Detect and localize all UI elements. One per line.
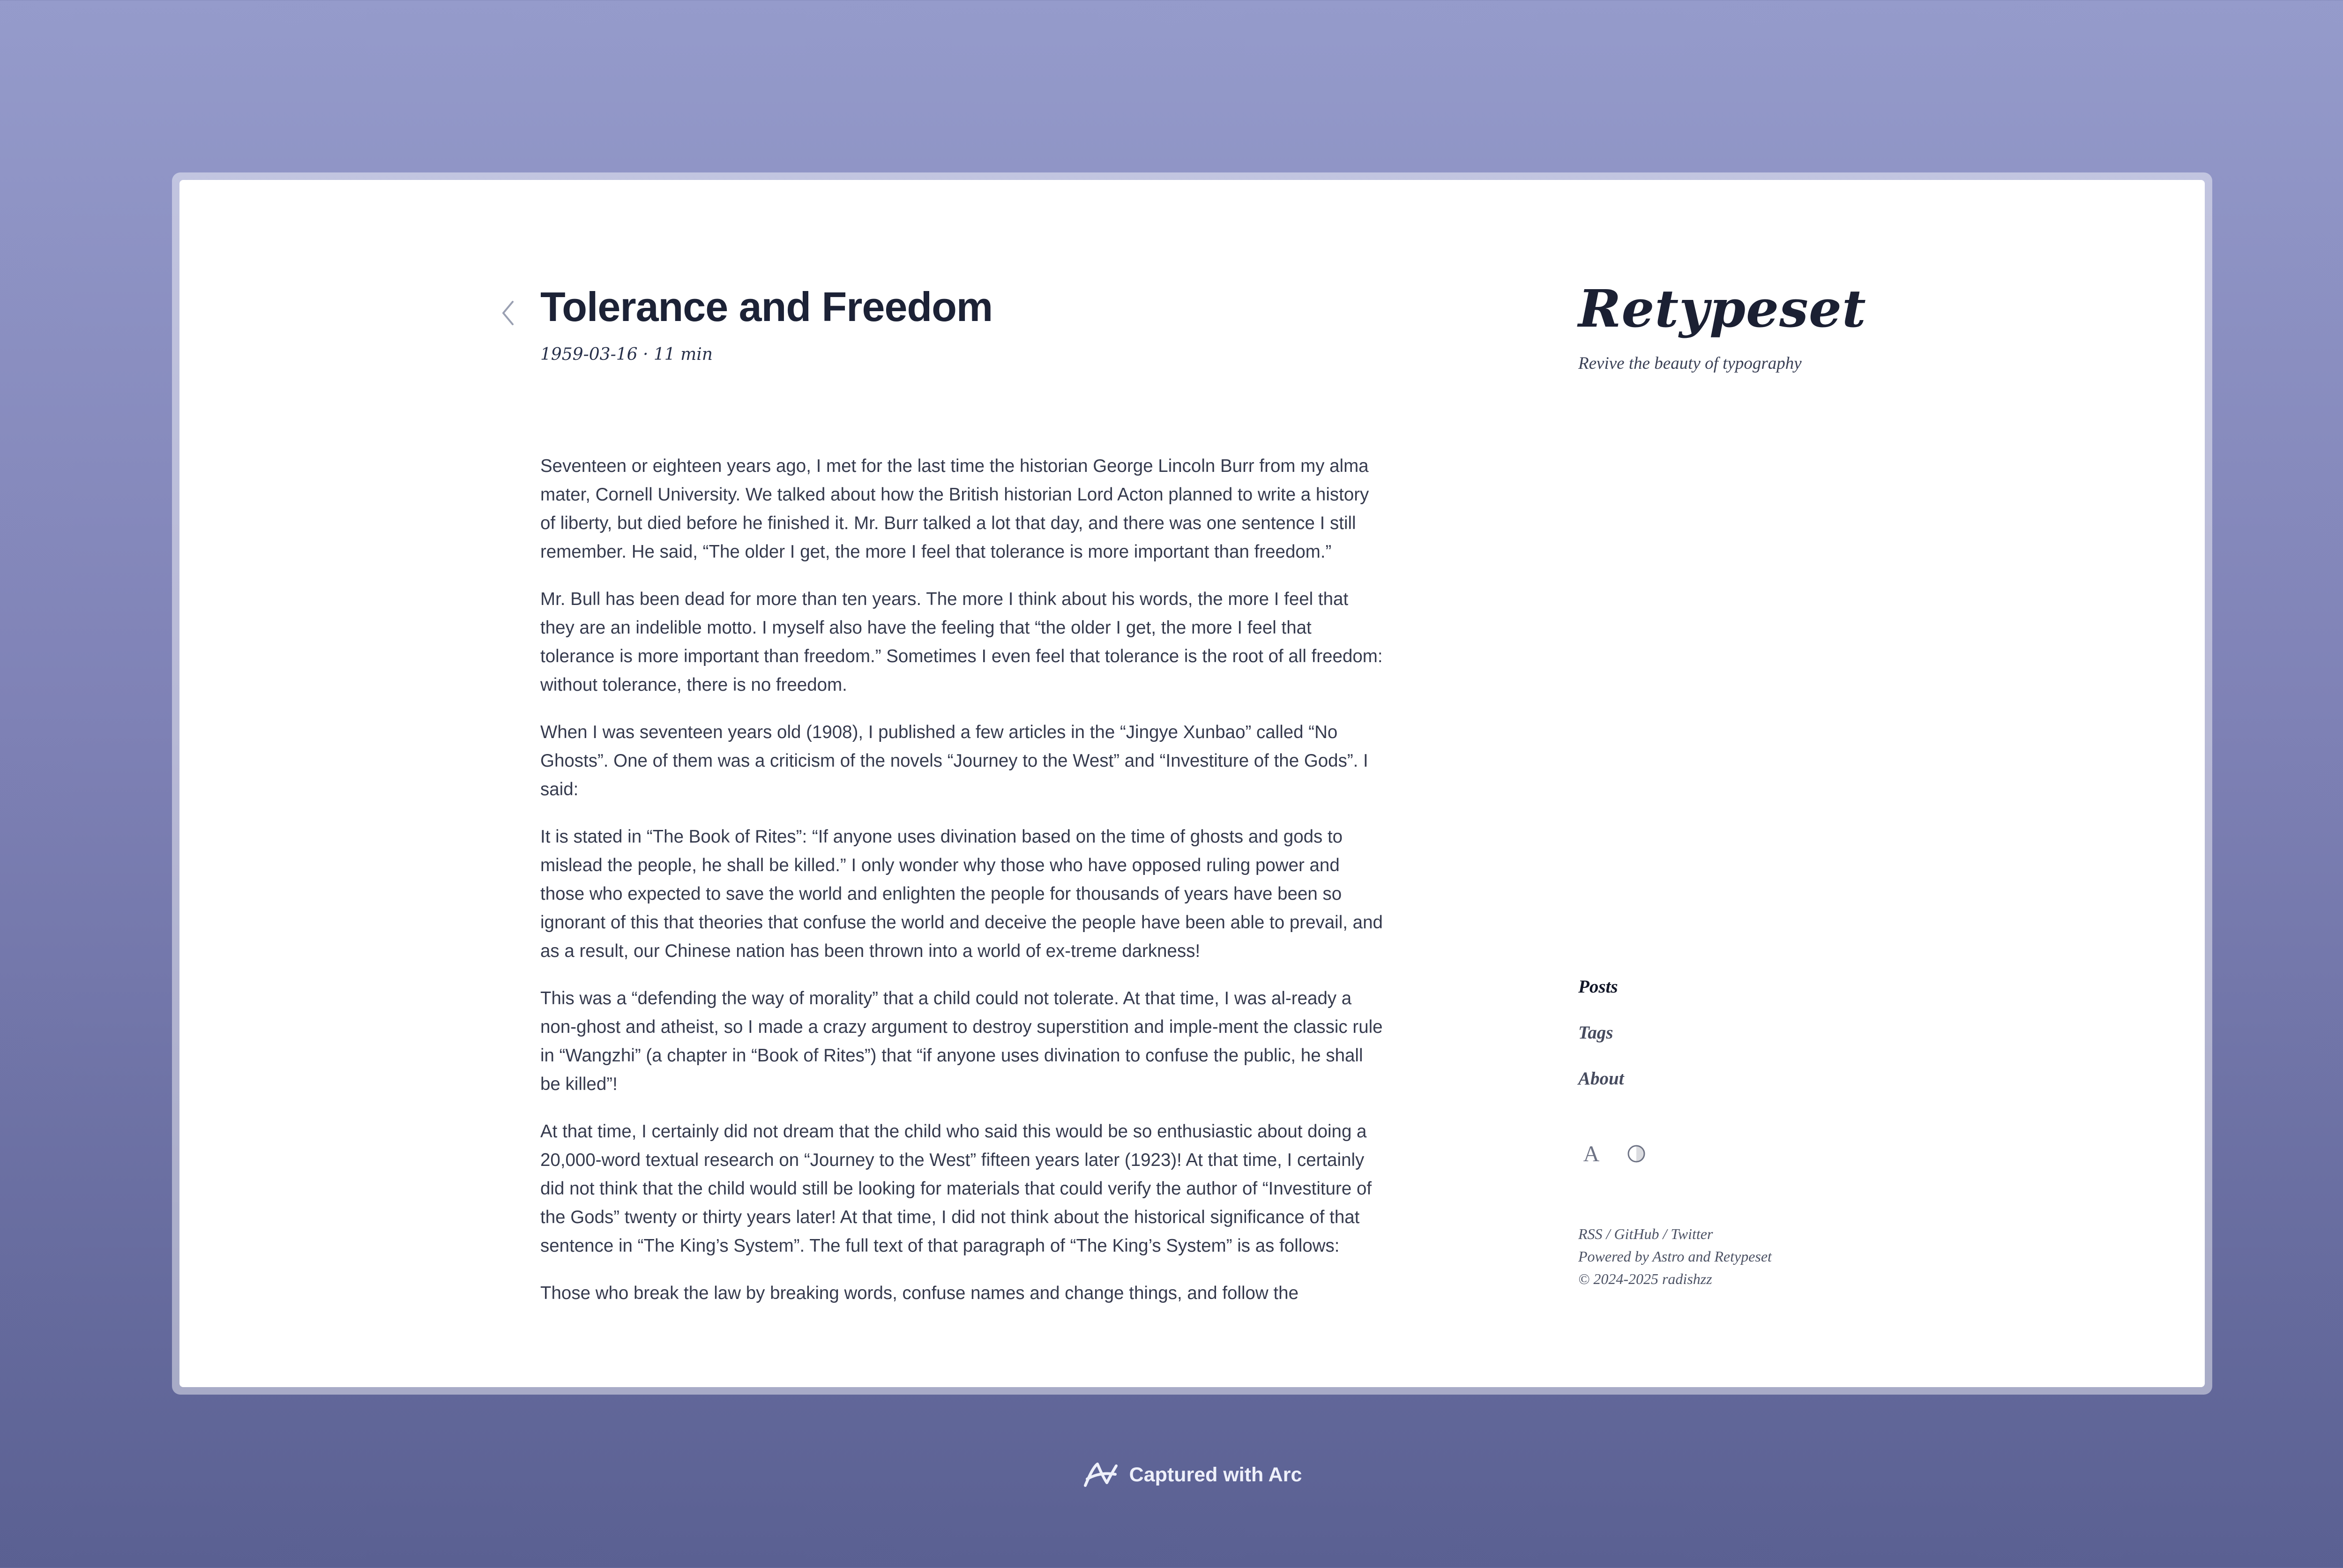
github-link[interactable]: GitHub	[1614, 1225, 1659, 1242]
article-body	[540, 452, 1384, 1326]
paragraph: This was a “defending the way of morality” that a child could not tolerate. At that time, I was al-ready a non-ghost and atheist, so I made a crazy argument to destroy superstition and imple-ment the classic rule in “Wangzhi” (a chapter in “Book of Rites”) that “if anyone uses divination to confuse the public, he shall be killed”!	[540, 988, 1383, 1094]
footer-separator: /	[1659, 1225, 1671, 1242]
footer-separator: /	[1602, 1225, 1614, 1242]
site-footer	[1578, 1223, 1772, 1290]
paragraph: Seventeen or eighteen years ago, I met for the last time the historian George Lincoln Burr from my alma mater, Cornell University. We talked about how the British historian Lord Acton planned to write a history of liberty, but died before he finished it. Mr. Burr talked a lot that day, and there was one sentence I still remember. He said, “The older I get, the more I feel that tolerance is more important than freedom.”	[540, 456, 1369, 562]
chevron-left-icon	[500, 299, 515, 327]
theme-toggle-button[interactable]	[1623, 1141, 1649, 1167]
paragraph: Mr. Bull has been dead for more than ten years. The more I think about his words, the more I feel that they are an indelible motto. I myself also have the feeling that “the older I get, the more I feel that tolerance is more important than freedom.” Sometimes I even feel that tolerance is the root of all freedom: without tolerance, there is no freedom.	[540, 589, 1383, 695]
font-toggle-icon: A	[1583, 1141, 1600, 1166]
post-title: Tolerance and Freedom	[540, 284, 993, 330]
nav-item-tags[interactable]: Tags	[1578, 1023, 1613, 1043]
twitter-link[interactable]: Twitter	[1671, 1225, 1713, 1242]
site-brand[interactable]: Retypeset	[1578, 278, 1866, 339]
site-nav	[1578, 975, 1624, 1113]
rss-link[interactable]: RSS	[1578, 1225, 1603, 1242]
paragraph: At that time, I certainly did not dream that the child who said this would be so enthusiastic about doing a 20,000-word textual research on “Journey to the West” fifteen years later (1923)! At that time, I certainly did not think that the child would still be looking for materials that could verify the author of “Investiture of the Gods” twenty or thirty years later! At that time, I did not think about the historical significance of that sentence in “The King’s System”. The full text of that paragraph of “The King’s System” is as follows:	[540, 1121, 1372, 1256]
nav-item-posts[interactable]: Posts	[1578, 977, 1618, 997]
powered-by: Powered by Astro and Retypeset	[1578, 1248, 1772, 1265]
nav-item-about[interactable]: About	[1578, 1068, 1624, 1089]
capture-caption	[0, 1460, 2343, 1489]
copyright: © 2024-2025 radishzz	[1578, 1270, 1712, 1287]
font-toggle-button[interactable]	[1578, 1141, 1604, 1167]
paragraph: It is stated in “The Book of Rites”: “If anyone uses divination based on the time of ghosts and gods to mislead the people, he shall be killed.” I only wonder why those who have opposed ruling power and those who expected to save the world and enlighten the people for thousands of years have been so ignorant of this that theories that confuse the world and deceive the people have been able to prevail, and as a result, our Chinese nation has been thrown into a world of ex-treme darkness!	[540, 827, 1383, 961]
site-tagline: Revive the beauty of typography	[1578, 354, 1802, 373]
post-meta: 1959-03-16 · 11 min	[540, 345, 713, 364]
toolbar	[1578, 1141, 1649, 1167]
arc-logo-icon	[1082, 1460, 1119, 1489]
paragraph: When I was seventeen years old (1908), I published a few articles in the “Jingye Xunbao” called “No Ghosts”. One of them was a criticism of the novels “Journey to the West” and “Investiture of the Gods”. I said:	[540, 722, 1368, 799]
footer-links	[1578, 1223, 1772, 1245]
browser-window	[179, 180, 2205, 1387]
window-frame	[172, 172, 2212, 1395]
back-button[interactable]	[493, 294, 522, 332]
capture-caption-text: Captured with Arc	[1129, 1463, 1302, 1486]
paragraph: Those who break the law by breaking words, confuse names and change things, and follow the	[540, 1283, 1298, 1303]
theme-toggle-icon	[1626, 1143, 1647, 1164]
